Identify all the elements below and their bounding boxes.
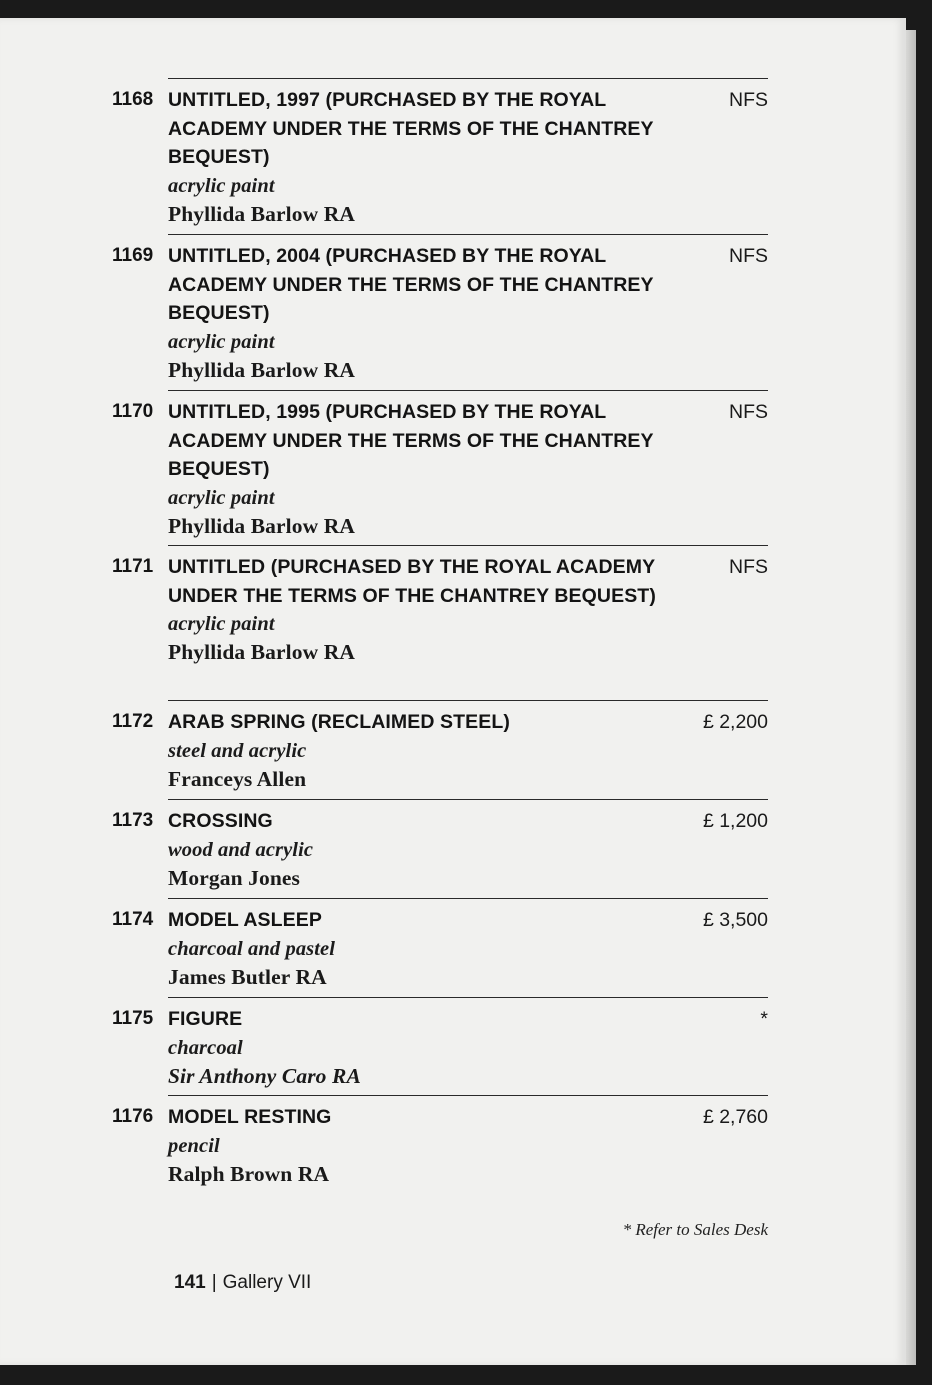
entry-number: 1171 bbox=[112, 556, 154, 577]
divider-rule bbox=[168, 700, 768, 701]
entry-artist: Phyllida Barlow RA bbox=[168, 513, 355, 538]
entry-number: 1169 bbox=[112, 245, 154, 266]
entry-price: £ 3,500 bbox=[702, 909, 768, 931]
entry-block bbox=[168, 86, 658, 228]
entry-block bbox=[168, 242, 658, 384]
entry-medium: charcoal bbox=[168, 1036, 243, 1059]
entry-price: NFS bbox=[729, 245, 768, 267]
entry-title: UNTITLED, 2004 (PURCHASED BY THE ROYAL ACADEMY UNDER THE TERMS OF THE CHANTREY BEQUEST) bbox=[168, 245, 654, 324]
entry-artist: Ralph Brown RA bbox=[168, 1161, 330, 1186]
entry-number: 1172 bbox=[112, 711, 154, 732]
entry-block bbox=[168, 1103, 658, 1188]
entry-title: UNTITLED (PURCHASED BY THE ROYAL ACADEMY UNDER THE TERMS OF THE CHANTREY BEQUEST) bbox=[168, 556, 656, 607]
entry-price: £ 1,200 bbox=[702, 810, 768, 832]
entry-medium: steel and acrylic bbox=[168, 739, 307, 762]
entry-block bbox=[168, 906, 658, 991]
entry-title: UNTITLED, 1997 (PURCHASED BY THE ROYAL ACADEMY UNDER THE TERMS OF THE CHANTREY BEQUEST) bbox=[168, 89, 654, 168]
entry-medium: acrylic paint bbox=[168, 174, 275, 197]
entry-number: 1173 bbox=[112, 810, 154, 831]
entry-artist: James Butler RA bbox=[168, 964, 327, 989]
entry-price: £ 2,760 bbox=[702, 1106, 768, 1128]
divider-rule bbox=[168, 390, 768, 391]
entry-medium: acrylic paint bbox=[168, 486, 275, 509]
divider-rule bbox=[168, 1095, 768, 1096]
entry-title: ARAB SPRING (RECLAIMED STEEL) bbox=[168, 711, 510, 733]
entry-block bbox=[168, 807, 658, 892]
entry-price: NFS bbox=[729, 89, 768, 111]
page-number: 141 bbox=[174, 1272, 206, 1293]
footer-separator: | bbox=[211, 1272, 217, 1293]
entry-artist: Phyllida Barlow RA bbox=[168, 201, 355, 226]
divider-rule bbox=[168, 799, 768, 800]
entry-number: 1174 bbox=[112, 909, 154, 930]
entry-title: UNTITLED, 1995 (PURCHASED BY THE ROYAL ACADEMY UNDER THE TERMS OF THE CHANTREY BEQUEST) bbox=[168, 401, 654, 480]
entry-price: NFS bbox=[729, 556, 768, 578]
sales-desk-footnote: * Refer to Sales Desk bbox=[622, 1220, 768, 1239]
entry-block bbox=[168, 708, 658, 793]
entry-artist: Phyllida Barlow RA bbox=[168, 640, 355, 664]
divider-rule bbox=[168, 898, 768, 899]
entry-number: 1175 bbox=[112, 1008, 154, 1029]
entry-artist: Sir Anthony Caro RA bbox=[168, 1063, 361, 1088]
entry-medium: wood and acrylic bbox=[168, 838, 314, 861]
entry-medium: acrylic paint bbox=[168, 613, 275, 635]
page-footer bbox=[174, 1272, 311, 1294]
gallery-section: Gallery VII bbox=[222, 1272, 312, 1293]
entry-title: MODEL ASLEEP bbox=[168, 909, 322, 931]
entry-block bbox=[168, 1005, 658, 1090]
entry-block bbox=[168, 553, 658, 666]
entry-number: 1170 bbox=[112, 401, 154, 422]
entry-price: £ 2,200 bbox=[702, 711, 768, 733]
entry-medium: charcoal and pastel bbox=[168, 937, 336, 960]
entry-price: NFS bbox=[729, 401, 768, 423]
entry-title: MODEL RESTING bbox=[168, 1106, 332, 1128]
entry-number: 1176 bbox=[112, 1106, 154, 1127]
entry-number: 1168 bbox=[112, 89, 154, 110]
entry-title: CROSSING bbox=[168, 810, 273, 832]
entry-artist: Franceys Allen bbox=[168, 766, 307, 791]
divider-rule bbox=[168, 78, 768, 79]
entry-artist: Morgan Jones bbox=[168, 865, 300, 890]
entry-artist: Phyllida Barlow RA bbox=[168, 357, 355, 382]
entry-block bbox=[168, 398, 658, 540]
page-edge bbox=[906, 30, 916, 1365]
entry-title: FIGURE bbox=[168, 1008, 243, 1030]
entry-medium: pencil bbox=[168, 1134, 220, 1157]
entry-price: * bbox=[760, 1008, 768, 1030]
entry-medium: acrylic paint bbox=[168, 330, 275, 353]
divider-rule bbox=[168, 997, 768, 998]
divider-rule bbox=[168, 545, 768, 546]
divider-rule bbox=[168, 234, 768, 235]
